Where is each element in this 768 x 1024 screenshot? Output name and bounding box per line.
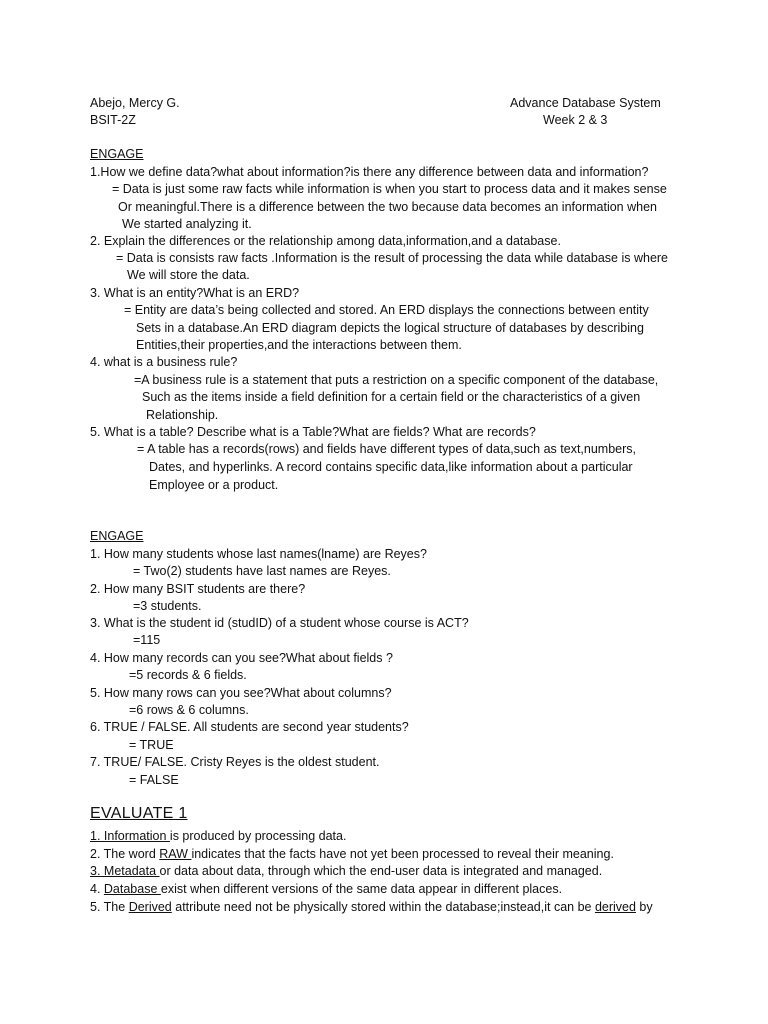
evaluate-answer-4: Database [103,882,161,896]
answer-3-line-2: Sets in a database.An ERD diagram depicts the logical structure of databases by describing [136,321,644,335]
answer-5-line-1: = A table has a records(rows) and fields have different types of data,such as text,numbers, [137,442,637,456]
student-name: Abejo, Mercy G. [90,96,180,110]
question-4: 4. what is a business rule? [90,355,238,369]
evaluate-item-3-num: 3. [90,864,101,878]
engage2-answer-6: = TRUE [129,738,174,752]
question-3: 3. What is an entity?What is an ERD? [90,286,300,300]
evaluate-item-5 [90,899,653,915]
evaluate-answer-5b: derived [594,900,636,914]
student-section: BSIT-2Z [90,113,136,127]
engage2-question-1: 1. How many students whose last names(lname) are Reyes? [90,547,427,561]
evaluate-heading: EVALUATE 1 [90,805,188,822]
answer-2-line-1: = Data is consists raw facts .Information is the result of processing the data while database is where [116,251,669,265]
engage2-answer-4: =5 records & 6 fields. [129,668,247,682]
evaluate-answer-3: Metadata [100,864,160,878]
evaluate-item-1-text: is produced by processing data. [169,829,347,843]
evaluate-item-4 [90,881,562,897]
engage2-answer-7: = FALSE [129,773,179,787]
answer-1-line-1: = Data is just some raw facts while information is when you start to process data and it makes sense [112,182,667,196]
evaluate-item-3 [90,863,602,879]
answer-2-line-2: We will store the data. [127,268,250,282]
engage2-question-4: 4. How many records can you see?What about fields ? [90,651,393,665]
answer-5-line-2: Dates, and hyperlinks. A record contains specific data,like information about a particular [149,460,633,474]
answer-4-line-2: Such as the items inside a field definition for a certain field or the characteristics of a given [142,390,641,404]
course-title: Advance Database System [510,96,661,110]
evaluate-item-5-end: by [635,900,653,914]
question-2: 2. Explain the differences or the relationship among data,information,and a database. [90,234,561,248]
answer-3-line-3: Entities,their properties,and the interactions between them. [136,338,462,352]
evaluate-item-4-text: exist when different versions of the same data appear in different places. [160,882,563,896]
engage2-question-6: 6. TRUE / FALSE. All students are second year students? [90,720,409,734]
evaluate-item-1-num: 1. [90,829,101,843]
evaluate-answer-5: Derived [128,900,172,914]
answer-1-line-3: We started analyzing it. [122,217,252,231]
evaluate-item-5-pre: 5. The [90,900,129,914]
engage-heading-2: ENGAGE [90,529,144,543]
engage2-question-5: 5. How many rows can you see?What about columns? [90,686,392,700]
engage-heading-1: ENGAGE [90,147,144,161]
evaluate-item-5-mid: attribute need not be physically stored within the database;instead,it can be [171,900,595,914]
evaluate-item-1 [90,828,346,844]
evaluate-item-4-pre: 4. [90,882,104,896]
evaluate-answer-1: Information [100,829,170,843]
evaluate-item-2-text: indicates that the facts have not yet been processed to reveal their meaning. [191,847,614,861]
engage2-question-3: 3. What is the student id (studID) of a student whose course is ACT? [90,616,469,630]
engage2-answer-5: =6 rows & 6 columns. [129,703,249,717]
engage2-answer-3: =115 [133,633,161,647]
engage2-answer-2: =3 students. [133,599,202,613]
answer-1-line-2: Or meaningful.There is a difference between the two because data becomes an information when [118,200,657,214]
evaluate-answer-2: RAW [159,847,192,861]
engage2-answer-1: = Two(2) students have last names are Reyes. [133,564,391,578]
answer-3-line-1: = Entity are data’s being collected and stored. An ERD displays the connections between entity [124,303,649,317]
answer-5-line-3: Employee or a product. [149,478,279,492]
answer-4-line-1: =A business rule is a statement that puts a restriction on a specific component of the database, [134,373,659,387]
evaluate-item-2 [90,846,614,862]
evaluate-item-3-text: or data about data, through which the end-user data is integrated and managed. [159,864,603,878]
engage2-question-2: 2. How many BSIT students are there? [90,582,306,596]
week-label: Week 2 & 3 [543,113,608,127]
question-1: 1.How we define data?what about information?is there any difference between data and information? [90,165,649,179]
answer-4-line-3: Relationship. [146,408,219,422]
engage2-question-7: 7. TRUE/ FALSE. Cristy Reyes is the oldest student. [90,755,380,769]
evaluate-item-2-pre: 2. The word [90,847,160,861]
question-5: 5. What is a table? Describe what is a Table?What are fields? What are records? [90,425,536,439]
